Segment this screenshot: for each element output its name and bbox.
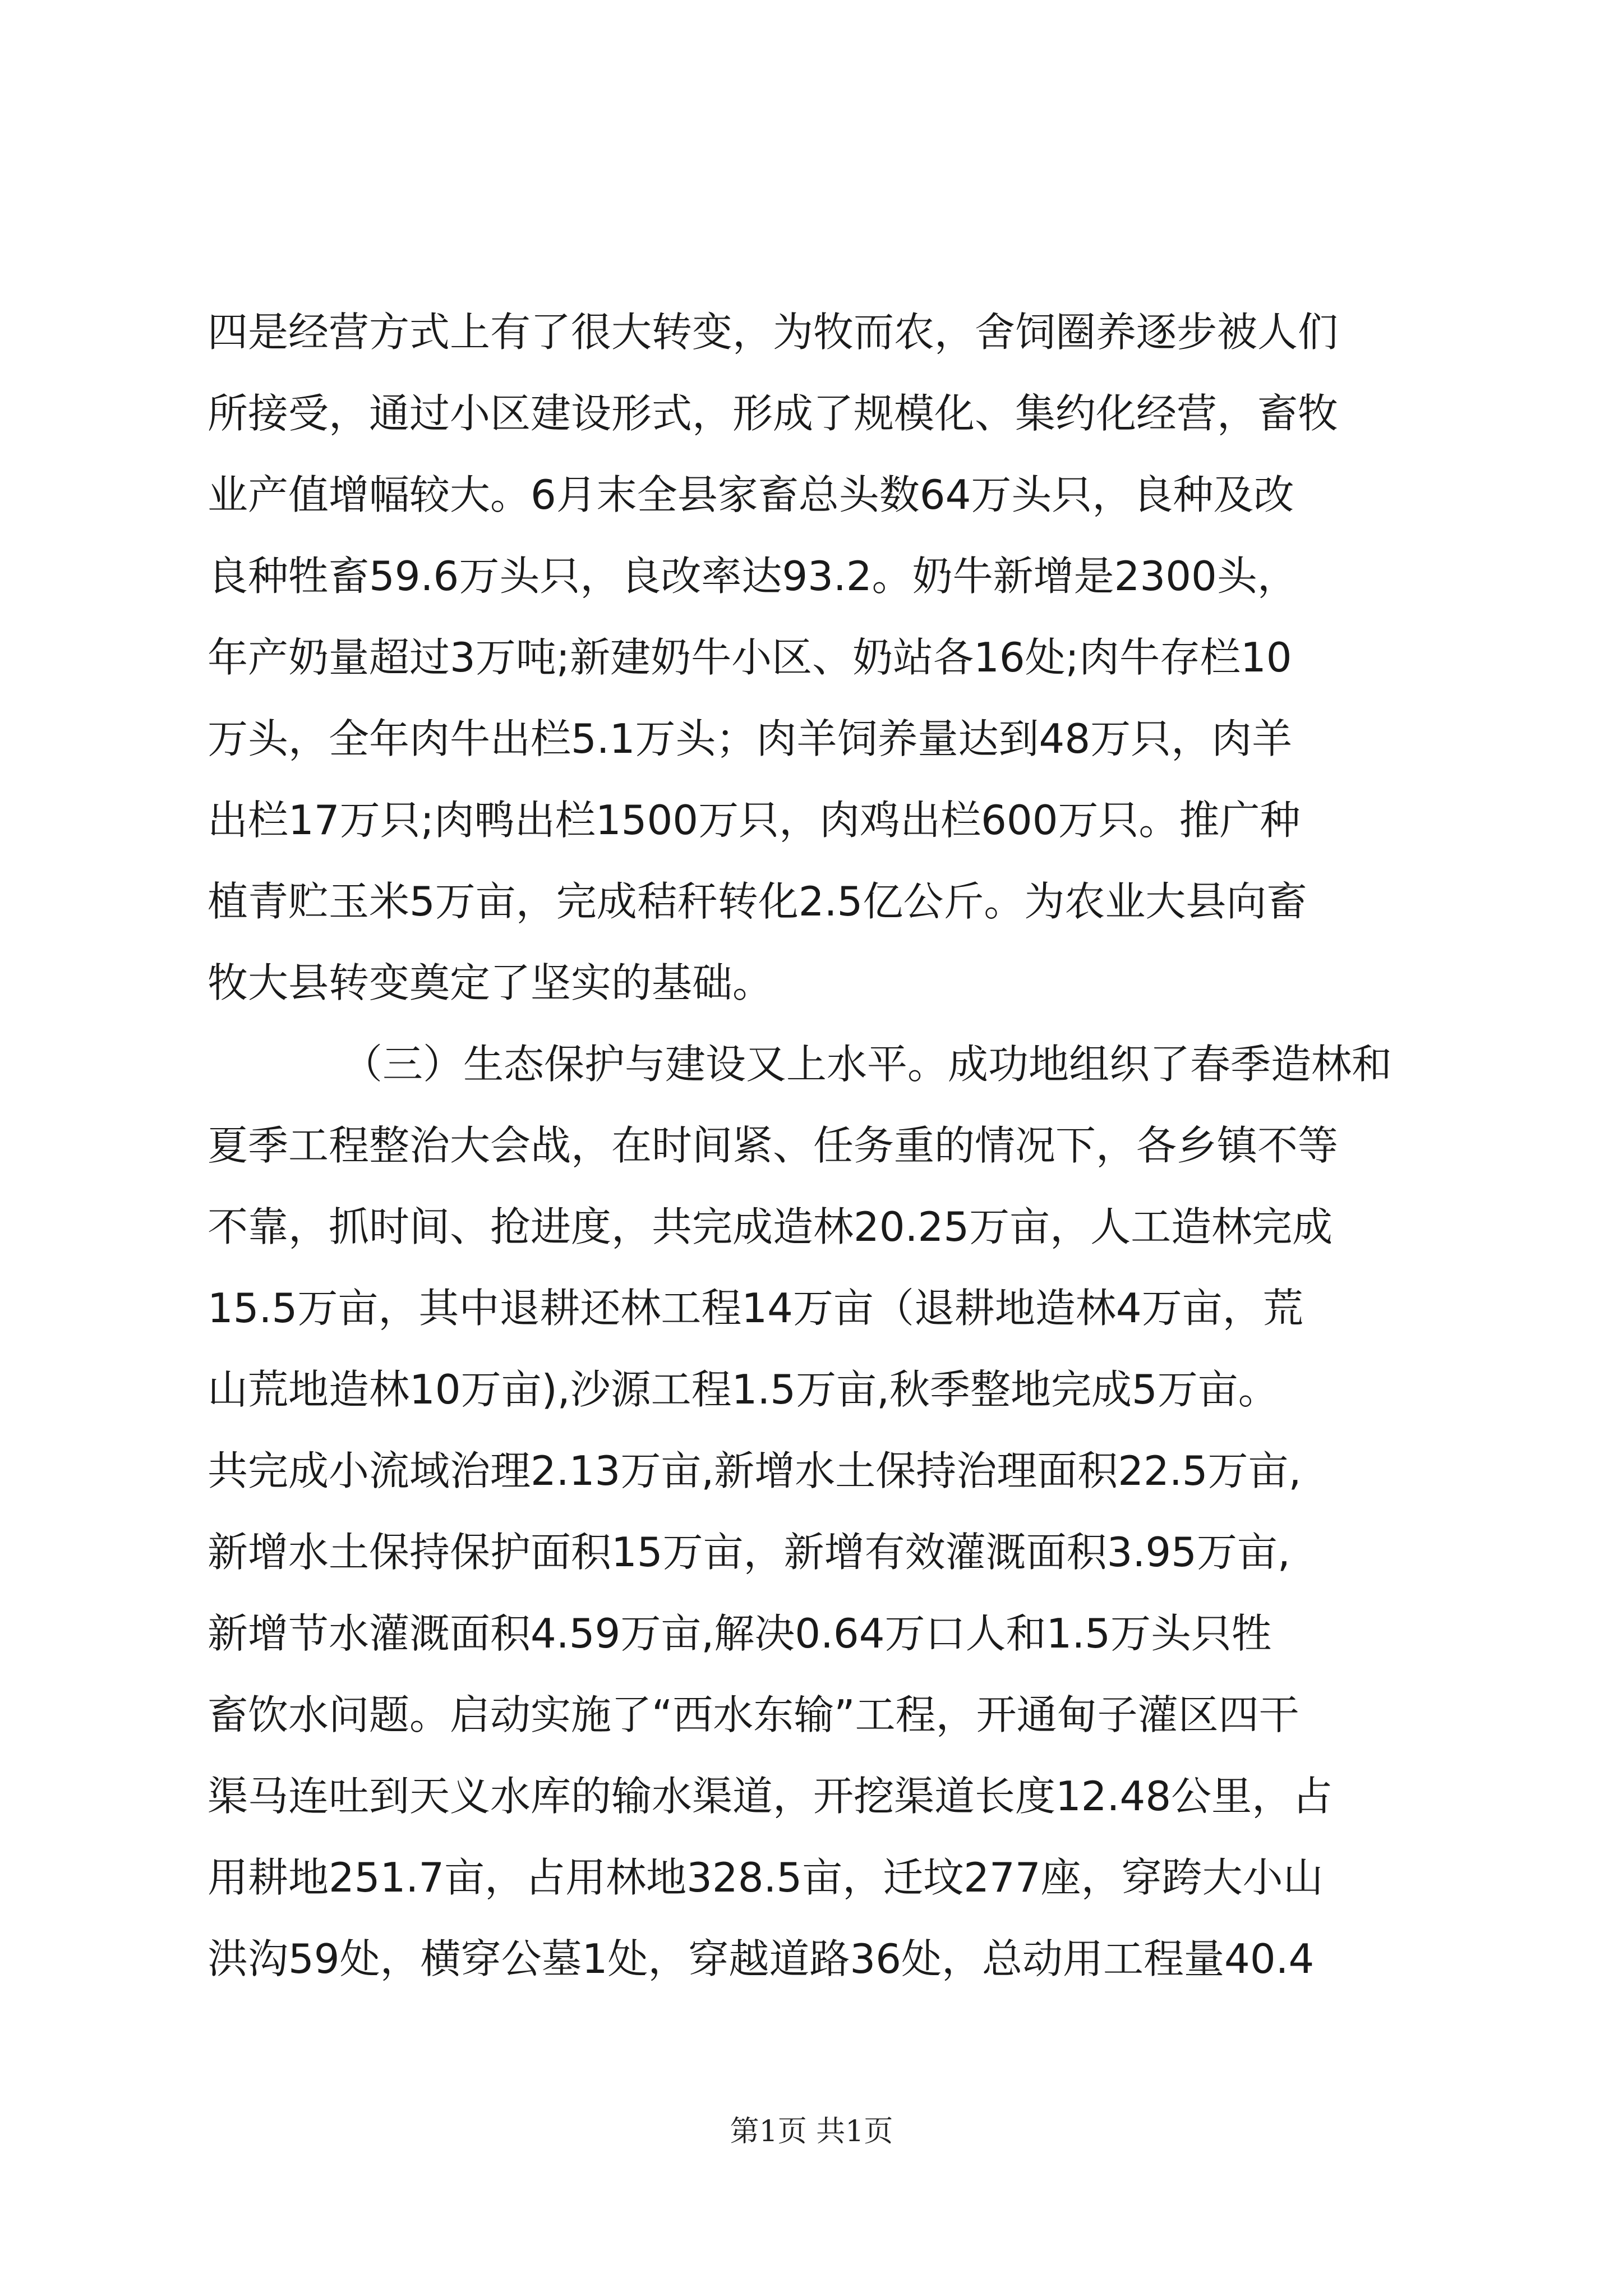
text-line: 新增水土保持保护面积15万亩，新增有效灌溉面积3.95万亩, <box>208 1529 1290 1576</box>
text-line: 山荒地造林10万亩),沙源工程1.5万亩,秋季整地完成5万亩。 <box>208 1366 1279 1413</box>
text-line: 牧大县转变奠定了坚实的基础。 <box>208 959 773 1006</box>
text-line: （三）生态保护与建设又上水平。成功地组织了春季造林和 <box>342 1041 1393 1088</box>
text-line: 所接受，通过小区建设形式，形成了规模化、集约化经营，畜牧 <box>208 390 1339 437</box>
paragraph <box>208 1024 1436 2000</box>
text-line: 业产值增幅较大。6月末全县家畜总头数64万头只，良种及改 <box>208 471 1294 518</box>
text-line: 年产奶量超过3万吨;新建奶牛小区、奶站各16处;肉牛存栏10 <box>208 634 1292 681</box>
text-line: 万头，全年肉牛出栏5.1万头；肉羊饲养量达到48万只，肉羊 <box>208 715 1293 762</box>
page-footer: 第1页 共1页 <box>730 2115 893 2148</box>
document-body <box>208 292 1436 2000</box>
text-line: 共完成小流域治理2.13万亩,新增水土保持治理面积22.5万亩, <box>208 1447 1302 1494</box>
text-line: 植青贮玉米5万亩，完成秸秆转化2.5亿公斤。为农业大县向畜 <box>208 878 1307 925</box>
text-line: 四是经营方式上有了很大转变，为牧而农，舍饲圈养逐步被人们 <box>208 309 1339 356</box>
text-line: 畜饮水问题。启动实施了“西水东输”工程，开通甸子灌区四干 <box>208 1691 1299 1738</box>
text-line: 渠马连吐到天义水库的输水渠道，开挖渠道长度12.48公里，占 <box>208 1773 1333 1820</box>
text-line: 新增节水灌溉面积4.59万亩,解决0.64万口人和1.5万头只牲 <box>208 1610 1272 1657</box>
text-line: 洪沟59处，横穿公墓1处，穿越道路36处，总动用工程量40.4 <box>208 1935 1315 1982</box>
text-line: 15.5万亩，其中退耕还林工程14万亩（退耕地造林4万亩，荒 <box>208 1285 1303 1332</box>
text-line: 不靠，抓时间、抢进度，共完成造林20.25万亩，人工造林完成 <box>208 1203 1333 1250</box>
text-line: 用耕地251.7亩，占用林地328.5亩，迁坟277座，穿跨大小山 <box>208 1854 1324 1901</box>
text-line: 夏季工程整治大会战，在时间紧、任务重的情况下，各乡镇不等 <box>208 1122 1339 1169</box>
paragraph <box>208 292 1436 1024</box>
text-line: 良种牲畜59.6万头只，良改率达93.2。奶牛新增是2300头， <box>208 553 1298 600</box>
text-line: 出栏17万只;肉鸭出栏1500万只，肉鸡出栏600万只。推广种 <box>208 797 1301 844</box>
